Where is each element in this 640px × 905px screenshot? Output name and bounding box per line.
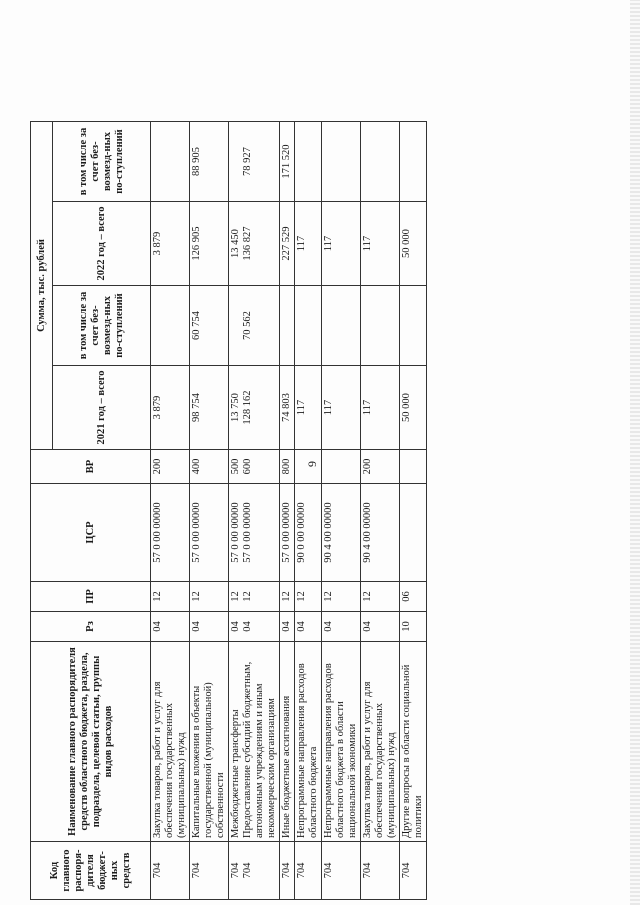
cell-rz: 04 [190,612,229,642]
cell-y2022-free: 171 520 [280,122,295,202]
cell-y2021-free [400,286,427,366]
cell-csr: 57 0 00 00000 [151,484,190,582]
cell-y2021-free: 60 754 [190,286,229,366]
cell-line: 704 [230,862,241,879]
cell-name: Непрограммные направления расходов областного бюджета [295,642,322,842]
table-row [229,122,280,900]
cell-vr: 800 [280,450,295,484]
cell-rz: 04 [280,612,295,642]
cell-vr: 200 [151,450,190,484]
cell-y2022: 117 [295,202,322,286]
cell-name: Закупка товаров, работ и услуг для обеспечения государственных (муниципальных) нужд [361,642,400,842]
page-number: 9 [305,461,319,467]
cell-line: 57 0 00 00000 [242,502,253,563]
header-2022-free: в том числе за счет без-возмезд-ных по-ступлений [53,122,151,202]
cell-y2021: 50 000 [400,366,427,450]
cell-vr [400,450,427,484]
cell-pr: 12 [322,582,361,612]
cell-pr: 12 [280,582,295,612]
table-row [190,122,229,900]
cell-y2022-free [151,122,190,202]
cell-line: Предоставление субсидий бюджетным, автономным учреждениям и иным некоммерческим организациям [242,661,277,838]
cell-line: 128 162 [242,390,253,425]
cell-y2022: 3 879 [151,202,190,286]
cell-pr: 06 [400,582,427,612]
cell-vr [295,450,322,484]
cell-y2021-free [295,286,322,366]
cell-line: 704 [242,862,253,879]
cell-rz [229,612,280,642]
cell-code: 704 [190,842,229,900]
cell-code: 704 [151,842,190,900]
cell-y2022 [229,202,280,286]
cell-pr: 12 [151,582,190,612]
cell-y2021: 117 [361,366,400,450]
cell-vr: 400 [190,450,229,484]
cell-y2022: 117 [322,202,361,286]
cell-line: 600 [242,458,253,475]
budget-table [30,121,427,900]
cell-line: Межбюджетные трансферты [230,709,241,838]
table-row [151,122,190,900]
header-2022-total: 2022 год – всего [53,202,151,286]
cell-vr: 200 [361,450,400,484]
cell-vr [229,450,280,484]
cell-code: 704 [322,842,361,900]
cell-line: 13 750 [230,393,241,422]
cell-code [229,842,280,900]
cell-y2021 [229,366,280,450]
cell-code: 704 [400,842,427,900]
cell-name: Иные бюджетные ассигнования [280,642,295,842]
cell-name: Капитальные вложения в объекты государственной (муниципальной) собственности [190,642,229,842]
cell-line: 70 562 [242,311,253,340]
cell-line: 57 0 00 00000 [230,502,241,563]
cell-code: 704 [295,842,322,900]
cell-y2021: 74 803 [280,366,295,450]
cell-y2021-free [361,286,400,366]
cell-y2021-free [229,286,280,366]
cell-csr: 90 4 00 00000 [322,484,361,582]
cell-line: 500 [230,458,241,475]
cell-y2021-free [280,286,295,366]
cell-pr [229,582,280,612]
cell-line: 04 [242,621,253,632]
cell-line [230,289,242,362]
cell-y2021-free [151,286,190,366]
cell-csr: 57 0 00 00000 [190,484,229,582]
cell-name: Непрограммные направления расходов областного бюджета в области национальной экономики [322,642,361,842]
cell-vr [322,450,361,484]
header-rz: Рз [31,612,151,642]
cell-y2021: 98 754 [190,366,229,450]
header-vr: ВР [31,450,151,484]
cell-rz: 04 [322,612,361,642]
cell-line: 136 827 [242,226,253,261]
cell-line: 04 [230,621,241,632]
cell-line: 12 [242,591,253,602]
cell-y2021: 117 [322,366,361,450]
cell-y2022-free [361,122,400,202]
cell-code: 704 [361,842,400,900]
table-row [322,122,361,900]
header-pr: ПР [31,582,151,612]
cell-code: 704 [280,842,295,900]
cell-y2022-free [295,122,322,202]
cell-y2022: 227 529 [280,202,295,286]
cell-name [229,642,280,842]
cell-y2021: 117 [295,366,322,450]
cell-rz: 04 [295,612,322,642]
cell-csr: 57 0 00 00000 [280,484,295,582]
cell-name: Другие вопросы в области социальной политики [400,642,427,842]
cell-y2022: 50 000 [400,202,427,286]
cell-pr: 12 [361,582,400,612]
header-name: Наименование главного распорядителя средств областного бюджета, раздела, подраздела, целевой статьи, группы видов расходов [31,642,151,842]
cell-y2021-free [322,286,361,366]
cell-rz: 10 [400,612,427,642]
cell-rz: 04 [361,612,400,642]
table-row [280,122,295,900]
cell-csr: 90 4 00 00000 [361,484,400,582]
cell-csr [400,484,427,582]
cell-y2022: 117 [361,202,400,286]
cell-y2022-free [400,122,427,202]
header-2021-free: в том числе за счет без-возмезд-ных по-ступлений [53,286,151,366]
cell-pr: 12 [295,582,322,612]
table-row [295,122,322,900]
cell-line [230,125,242,198]
cell-y2021: 3 879 [151,366,190,450]
cell-name: Закупка товаров, работ и услуг для обеспечения государственных (муниципальных) нужд [151,642,190,842]
cell-y2022: 126 905 [190,202,229,286]
cell-csr: 90 0 00 00000 [295,484,322,582]
cell-rz: 04 [151,612,190,642]
cell-line: 12 [230,591,241,602]
header-code: Код главного распоря-дителя бюджет-ных средств [31,842,151,900]
table-body [151,122,427,900]
cell-csr [229,484,280,582]
table-row [400,122,427,900]
cell-pr: 12 [190,582,229,612]
cell-line: 78 927 [242,147,253,176]
cell-line: 13 450 [230,229,241,258]
header-2021-total: 2021 год – всего [53,366,151,450]
table-row [361,122,400,900]
cell-y2022-free [322,122,361,202]
header-csr: ЦСР [31,484,151,582]
cell-y2022-free [229,122,280,202]
cell-y2022-free: 88 905 [190,122,229,202]
header-sum: Сумма, тыс. рублей [31,122,53,450]
